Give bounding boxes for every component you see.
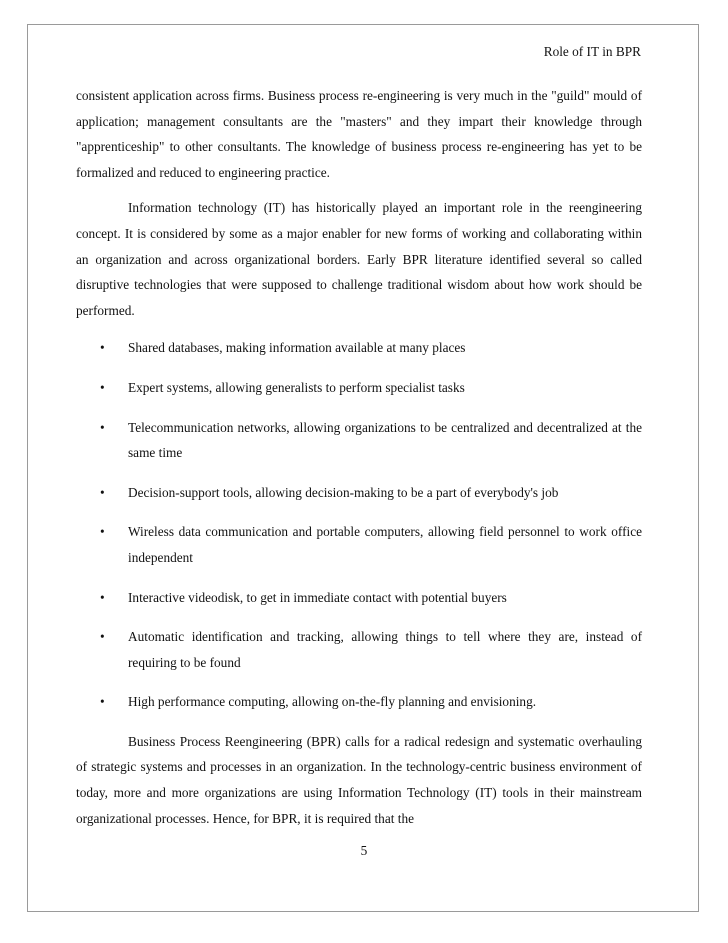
bullet-list bbox=[76, 335, 642, 715]
bullet-icon: • bbox=[100, 484, 105, 500]
bullet-icon: • bbox=[100, 419, 105, 435]
list-item bbox=[76, 689, 642, 715]
bullet-icon: • bbox=[100, 694, 105, 710]
list-item-text: Telecommunication networks, allowing organizations to be centralized and decentralized at the same time bbox=[128, 419, 642, 461]
bullet-icon: • bbox=[100, 589, 105, 605]
list-item-text: Expert systems, allowing generalists to perform specialist tasks bbox=[128, 379, 465, 395]
list-item bbox=[76, 415, 642, 466]
paragraph-1: consistent application across firms. Business process re-engineering is very much in the "guild" mould of application; management consultants are the "masters" and they impart their knowledge through "apprenticeship" to other consultants. The knowledge of business process re-engineering has yet to be formalized and reduced to engineering practice. bbox=[76, 88, 642, 180]
list-item-text: Interactive videodisk, to get in immediate contact with potential buyers bbox=[128, 589, 507, 605]
running-header: Role of IT in BPR bbox=[543, 44, 641, 59]
list-item-text: High performance computing, allowing on-the-fly planning and envisioning. bbox=[128, 694, 537, 710]
list-item-text: Decision-support tools, allowing decision-making to be a part of everybody's job bbox=[128, 484, 559, 500]
list-item bbox=[76, 335, 642, 361]
bullet-icon: • bbox=[100, 379, 105, 395]
list-item bbox=[76, 480, 642, 506]
bullet-icon: • bbox=[100, 340, 105, 356]
bullet-icon: • bbox=[100, 629, 105, 645]
bullet-icon: • bbox=[100, 524, 105, 540]
list-item-text: Wireless data communication and portable computers, allowing field personnel to work office independent bbox=[128, 524, 642, 565]
page-number: 5 bbox=[360, 843, 368, 858]
list-item bbox=[76, 519, 642, 570]
paragraph-2: Information technology (IT) has historically played an important role in the reengineering concept. It is considered by some as a major enabler for new forms of working and collaborating within an organization and across organizational borders. Early BPR literature identified several so called disruptive technologies that were supposed to challenge traditional wisdom about how work should be performed. bbox=[76, 200, 642, 318]
list-item-text: Automatic identification and tracking, allowing things to tell where they are, instead of requiring to be found bbox=[128, 629, 642, 670]
list-item-text: Shared databases, making information available at many places bbox=[128, 340, 466, 356]
list-item bbox=[76, 585, 642, 611]
list-item bbox=[76, 375, 642, 401]
document-body bbox=[76, 83, 642, 831]
list-item bbox=[76, 624, 642, 675]
paragraph-3: Business Process Reengineering (BPR) calls for a radical redesign and systematic overhauling of strategic systems and processes in an organization. In the technology-centric business environment of today, more and more organizations are using Information Technology (IT) tools in their mainstream organizational processes. Hence, for BPR, it is required that the bbox=[76, 733, 642, 826]
